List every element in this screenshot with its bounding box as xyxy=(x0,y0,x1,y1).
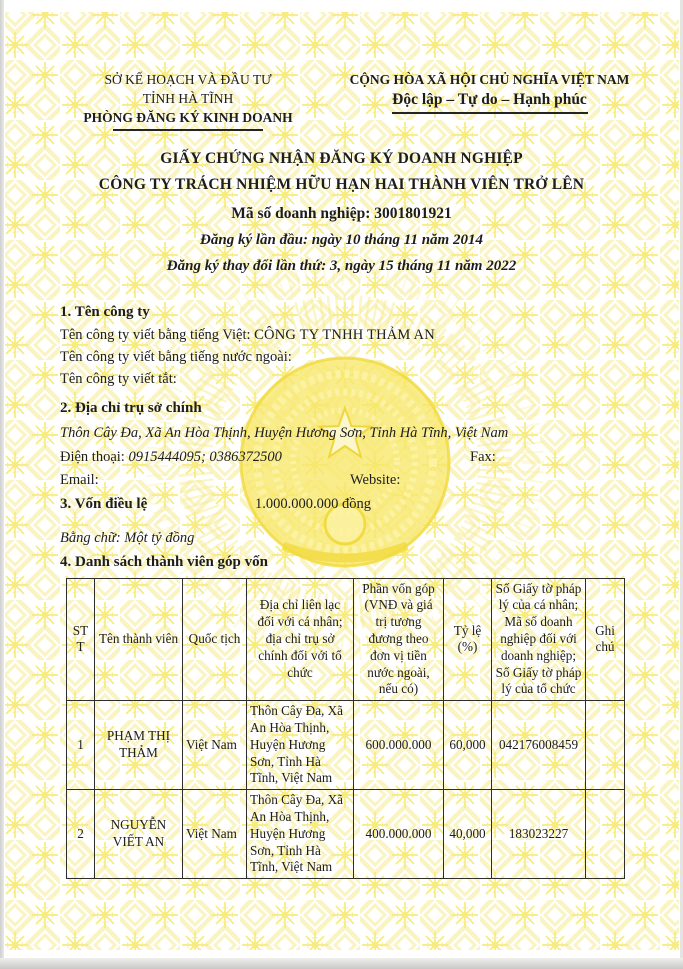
document-title xyxy=(0,146,683,198)
republic-line2: Độc lập – Tự do – Hạnh phúc xyxy=(392,91,587,108)
phone-label: Điện thoại: xyxy=(60,448,125,465)
row1-address: Thôn Cây Đa, Xã An Hòa Thịnh, Huyện Hương Sơn, Tỉnh Hà Tĩnh, Việt Nam xyxy=(247,701,354,790)
section3-heading: 3. Vốn điều lệ xyxy=(60,495,148,512)
company-name-vn-label: Tên công ty viết bằng tiếng Việt: xyxy=(60,326,251,343)
row1-ratio: 60,000 xyxy=(444,701,492,790)
motto-underline xyxy=(392,112,588,114)
row1-legal-id: 042176008459 xyxy=(492,701,586,790)
col-header-legal-id: Số Giấy tờ pháp lý của cá nhân; Mã số doanh nghiệp đối với doanh nghiệp; Số Giấy tờ pháp lý của tổ chức xyxy=(492,578,586,701)
row2-nationality: Việt Nam xyxy=(183,790,247,879)
company-name-abbrev-row: Tên công ty viết tắt: xyxy=(60,370,177,387)
fax-label: Fax: xyxy=(470,448,496,465)
col-header-nationality: Quốc tịch xyxy=(183,578,247,701)
member-row-2 xyxy=(67,790,625,879)
website-label: Website: xyxy=(350,471,401,488)
members-table-header-row xyxy=(67,578,625,701)
company-name-vn-value: CÔNG TY TNHH THẢM AN xyxy=(254,326,435,343)
issuer-line2: TỈNH HÀ TĨNH xyxy=(142,91,234,106)
document-header xyxy=(0,0,683,131)
row1-nationality: Việt Nam xyxy=(183,701,247,790)
charter-capital-amount: 1.000.000.000 đồng xyxy=(255,495,371,512)
amendment-registration-line: Đăng ký thay đổi lần thứ: 3, ngày 15 tháng 11 năm 2022 xyxy=(166,257,517,274)
row1-note xyxy=(586,701,625,790)
republic-line1: CỘNG HÒA XÃ HỘI CHỦ NGHĨA VIỆT NAM xyxy=(349,72,630,87)
scan-edge-bottom xyxy=(0,958,683,969)
row1-name: PHẠM THỊ THẢM xyxy=(95,701,183,790)
row2-address: Thôn Cây Đa, Xã An Hòa Thịnh, Huyện Hương Sơn, Tỉnh Hà Tĩnh, Việt Nam xyxy=(247,790,354,879)
col-header-note: Ghi chú xyxy=(586,578,625,701)
title-line1: GIẤY CHỨNG NHẬN ĐĂNG KÝ DOANH NGHIỆP xyxy=(160,149,523,167)
issuer-line3: PHÒNG ĐĂNG KÝ KINH DOANH xyxy=(83,110,293,125)
national-motto-block xyxy=(306,70,647,131)
member-row-1 xyxy=(67,701,625,790)
row2-name: NGUYỄN VIẾT AN xyxy=(95,790,183,879)
head-office-address: Thôn Cây Đa, Xã An Hòa Thịnh, Huyện Hương Sơn, Tỉnh Hà Tĩnh, Việt Nam xyxy=(60,424,509,441)
enterprise-code-line: Mã số doanh nghiệp: 3001801921 xyxy=(231,204,452,222)
capital-in-words: Bằng chữ: Một tỷ đồng xyxy=(60,529,195,546)
members-table xyxy=(66,578,625,880)
section2-heading: 2. Địa chỉ trụ sở chính xyxy=(60,399,202,416)
col-header-stt: STT xyxy=(67,578,95,701)
registration-block xyxy=(0,201,683,279)
issuing-authority-block xyxy=(70,70,306,131)
email-label: Email: xyxy=(60,471,99,488)
title-line2: CÔNG TY TRÁCH NHIỆM HỮU HẠN HAI THÀNH VIÊN TRỞ LÊN xyxy=(98,175,585,193)
phone-fax-row xyxy=(60,446,631,469)
col-header-name: Tên thành viên xyxy=(95,578,183,701)
email-website-row xyxy=(60,469,631,492)
company-name-foreign-row: Tên công ty viết bằng tiếng nước ngoài: xyxy=(60,348,292,365)
section-head-office xyxy=(60,397,631,492)
section-charter-capital xyxy=(60,492,631,516)
section-company-name xyxy=(60,301,631,390)
scan-edge-left xyxy=(0,0,4,969)
row1-stt: 1 xyxy=(67,701,95,790)
row2-ratio: 40,000 xyxy=(444,790,492,879)
phone-value: 0915444095; 0386372500 xyxy=(128,448,282,465)
issuer-line1: SỞ KẾ HOẠCH VÀ ĐẦU TƯ xyxy=(104,72,272,87)
row2-stt: 2 xyxy=(67,790,95,879)
first-registration-line: Đăng ký lần đầu: ngày 10 tháng 11 năm 2014 xyxy=(200,231,483,248)
section4-heading: 4. Danh sách thành viên góp vốn xyxy=(60,553,268,570)
row2-note xyxy=(586,790,625,879)
section1-heading: 1. Tên công ty xyxy=(60,303,150,320)
row2-legal-id: 183023227 xyxy=(492,790,586,879)
company-name-vietnamese-row xyxy=(60,324,631,346)
col-header-ratio: Tỷ lệ (%) xyxy=(444,578,492,701)
row2-capital: 400.000.000 xyxy=(354,790,444,879)
col-header-address: Địa chỉ liên lạc đối với cá nhân; địa chỉ trụ sở chính đối với tổ chức xyxy=(247,578,354,701)
issuer-underline xyxy=(113,129,263,131)
col-header-capital: Phần vốn góp (VNĐ và giá trị tương đương theo đơn vị tiền nước ngoài, nếu có) xyxy=(354,578,444,701)
row1-capital: 600.000.000 xyxy=(354,701,444,790)
